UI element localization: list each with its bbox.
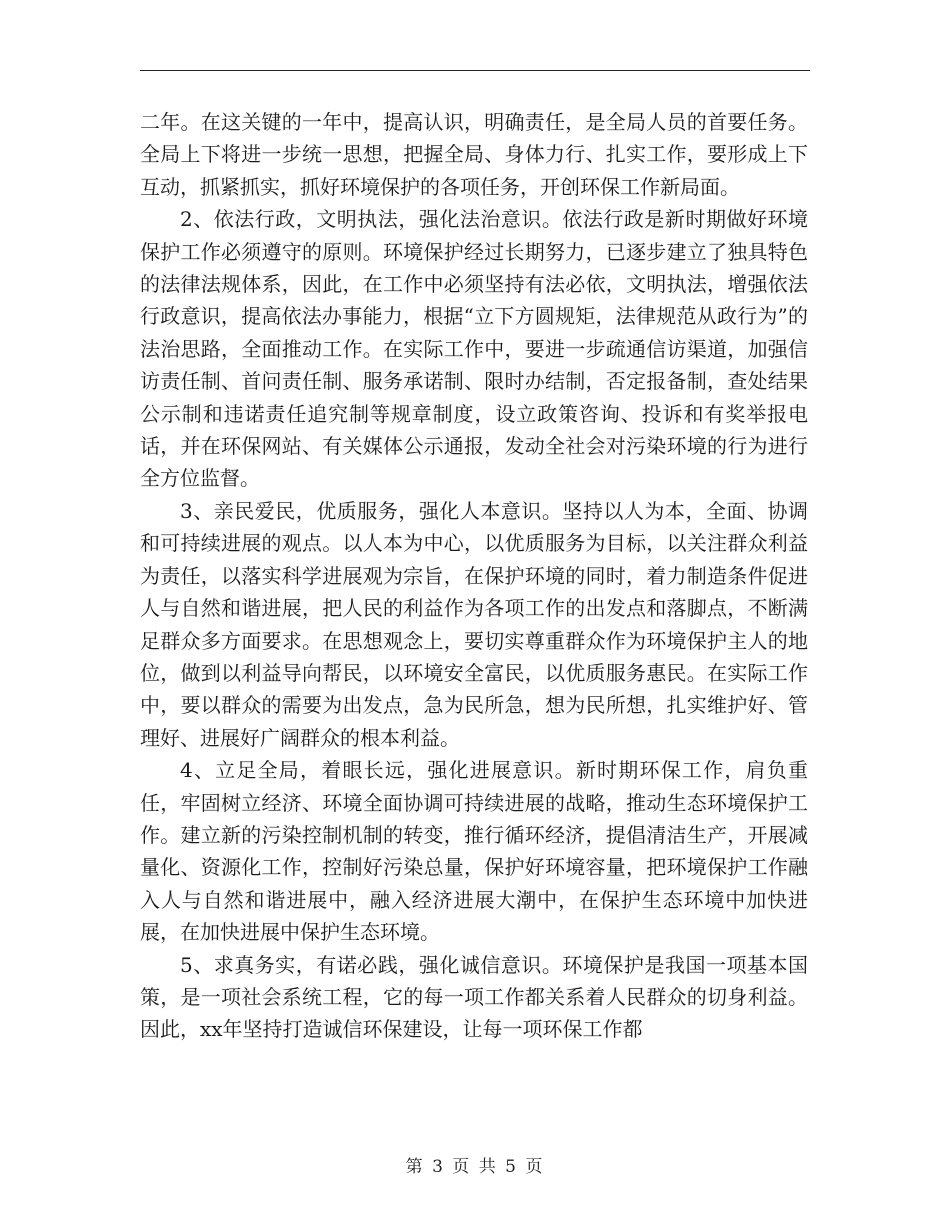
paragraph-item-2: 2、依法行政，文明执法，强化法治意识。依法行政是新时期做好环境保护工作必须遵守的原则。环境保护经过长期努力，已逐步建立了独具特色的法律法规体系，因此，在工作中必须坚持有法必依，文明执法，增强依法行政意识，提高依法办事能力，根据“立下方圆规矩，法律规范从政行为”的法治思路，全面推动工作。在实际工作中，要进一步疏通信访渠道，加强信访责任制、首问责任制、服务承诺制、限时办结制，否定报备制，查处结果公示制和违诺责任追究制等规章制度，设立政策咨询、投诉和有奖举报电话，并在环保网站、有关媒体公示通报，发动全社会对污染环境的行为进行全方位监督。: [140, 207, 808, 491]
document-body: [140, 106, 808, 1046]
header-rule: [140, 70, 810, 71]
paragraph-item-5: 5、求真务实，有诺必践，强化诚信意识。环境保护是我国一项基本国策，是一项社会系统工程，它的每一项工作都关系着人民群众的切身利益。因此，xx年坚持打造诚信环保建设，让每一项环保工作都: [140, 952, 808, 1042]
paragraph-item-4: 4、立足全局，着眼长远，强化进展意识。新时期环保工作，肩负重任，牢固树立经济、环境全面协调可持续进展的战略，推动生态环境保护工作。建立新的污染控制机制的转变，推行循环经济，提倡清洁生产，开展减量化、资源化工作，控制好污染总量，保护好环境容量，把环境保护工作融入人与自然和谐进展中，融入经济进展大潮中，在保护生态环境中加快进展，在加快进展中保护生态环境。: [140, 758, 808, 945]
paragraph-continuation: 二年。在这关键的一年中，提高认识，明确责任，是全局人员的首要任务。全局上下将进一步统一思想，把握全局、身体力行、扎实工作，要形成上下互动，抓紧抓实，抓好环境保护的各项任务，开创环保工作新局面。: [140, 110, 808, 199]
paragraph-item-3: 3、亲民爱民，优质服务，强化人本意识。坚持以人为本，全面、协调和可持续进展的观点。以人本为中心，以优质服务为目标，以关注群众利益为责任，以落实科学进展观为宗旨，在保护环境的同时，着力制造条件促进人与自然和谐进展，把人民的利益作为各项工作的出发点和落脚点，不断满足群众多方面要求。在思想观念上，要切实尊重群众作为环境保护主人的地位，做到以利益导向帮民，以环境安全富民，以优质服务惠民。在实际工作中，要以群众的需要为出发点，急为民所急，想为民所想，扎实维护好、管理好、进展好广阔群众的根本利益。: [140, 498, 808, 750]
page-number-footer: 第 3 页 共 5 页: [405, 1157, 545, 1177]
